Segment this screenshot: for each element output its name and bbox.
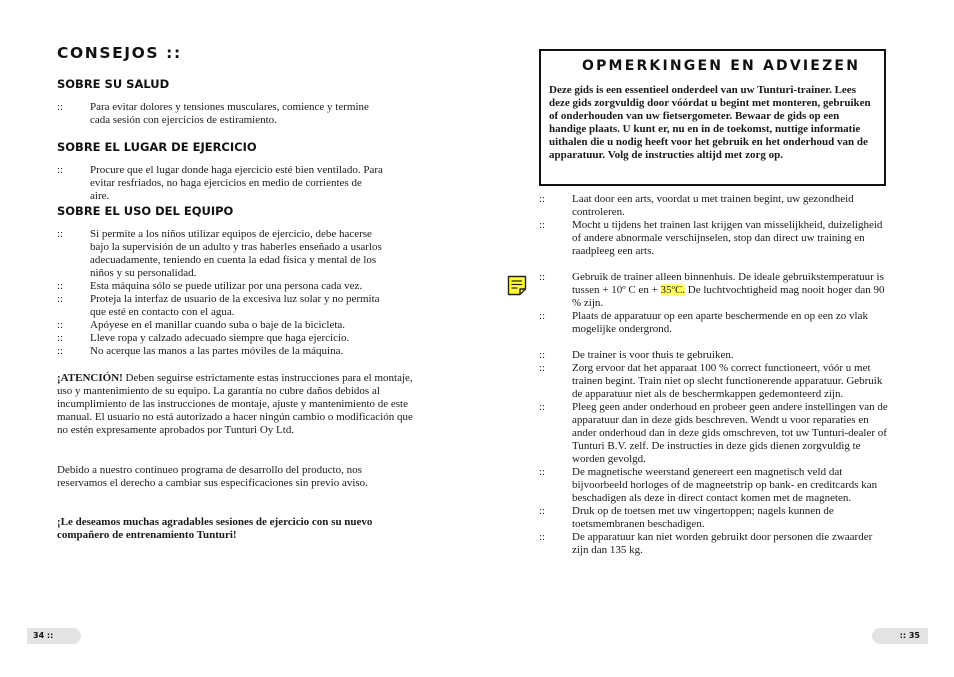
page-number-right: :: 35 xyxy=(872,628,928,644)
list-item: :: Si permite a los niños utilizar equipos de ejercicio, debe hacerse bajo la supervisión de un adulto y tras haberles enseñado a usarlos adecuadamente, teniendo en cuenta la edad física y mental de los niños y su personalidad. xyxy=(57,228,382,279)
left-page xyxy=(57,0,417,677)
notice-title: OPMERKINGEN EN ADVIEZEN xyxy=(582,58,861,74)
bullet: :: xyxy=(57,101,64,113)
list-item: :: De apparatuur kan niet worden gebruikt door personen die zwaarder zijn dan 135 kg. xyxy=(539,531,873,556)
list-item: :: Apóyese en el manillar cuando suba o baje de la bicicleta. xyxy=(57,319,346,331)
bullet: :: xyxy=(57,228,64,240)
bullet: :: xyxy=(539,401,546,413)
highlighted-temperature: 35ºC. xyxy=(660,284,686,296)
bullet: :: xyxy=(539,362,546,374)
bullet: :: xyxy=(57,293,64,305)
list-item: :: Lleve ropa y calzado adecuado siempre que haga ejercicio. xyxy=(57,332,350,344)
list-item: :: Druk op de toetsen met uw vingertoppen; nagels kunnen de toetsmembranen beschadigen. xyxy=(539,505,834,530)
bullet: :: xyxy=(539,271,546,283)
bullet: :: xyxy=(57,280,64,292)
development-paragraph: Debido a nuestro continueo programa de desarrollo del producto, nos reservamos el derecho a cambiar sus especificaciones sin previo aviso. xyxy=(57,464,368,489)
bullet: :: xyxy=(539,349,546,361)
list-item: :: Procure que el lugar donde haga ejercicio esté bien ventilado. Para evitar resfriados, no haga ejercicios en medio de corrientes de aire. xyxy=(57,164,383,202)
list-item: :: Zorg ervoor dat het apparaat 100 % correct functioneert, vóór u met trainen begint. Train niet op slecht functionerende apparatuur. Gebruik de apparatuur niet als de beschermkappen gedemonteerd zijn. xyxy=(539,362,883,400)
list-item: :: Pleeg geen ander onderhoud en probeer geen andere instellingen van de apparatuur dan in deze gids beschreven. Wendt u voor reparaties en ander onderhoud dan in deze gids omschreven, tot uw Tunturi-dealer of Tunturi B.V. zelf. De instructies in deze gids dienen zorgvuldig te worden gevolgd. xyxy=(539,401,888,465)
equipment-list xyxy=(57,228,383,358)
section-heading-health: SOBRE SU SALUD xyxy=(57,77,170,91)
list-item: :: De trainer is voor thuis te gebruiken. xyxy=(539,349,734,361)
warning-text: Deben seguirse estrictamente estas instrucciones para el montaje, uso y mantenimiento de su equipo. La garantía no cubre daños debidos al incumplimiento de las instrucciones de montaje, ajuste y mantenimiento de este manual. El usuario no está autorizado a hacer ningún cambio o modificación que no estén expresamente aprobados por Tunturi Oy Ltd. xyxy=(57,372,413,436)
section-heading-equipment: SOBRE EL USO DEL EQUIPO xyxy=(57,204,234,218)
health-list xyxy=(57,101,377,127)
bullet: :: xyxy=(57,319,64,331)
right-page xyxy=(539,0,891,677)
bullet: :: xyxy=(539,505,546,517)
closing-paragraph: ¡Le deseamos muchas agradables sesiones de ejercicio con su nuevo compañero de entrenamiento Tunturi! xyxy=(57,516,373,541)
list-item: :: De magnetische weerstand genereert een magnetisch veld dat bijvoorbeeld horloges of de magneetstrip op bank- en creditcards kan beschadigen als deze in direct contact komen met de magneten. xyxy=(539,466,878,504)
page-title: CONSEJOS :: xyxy=(57,44,182,62)
notice-text: Deze gids is een essentieel onderdeel van uw Tunturi-trainer. Lees deze gids zorgvuldig door vóórdat u begint met monteren, gebruiken of onderhouden van uw fietsergometer. Bewaar de gids op een handige plaats. U kunt er, nu en in de toekomst, nuttige informatie uithalen die u nodig heeft voor het gebruik en het onderhoud van de apparatuur. Volg de instructies altijd met zorg op. xyxy=(549,84,871,161)
bullet: :: xyxy=(57,164,64,176)
list-item: :: Gebruik de trainer alleen binnenhuis. De ideale gebruikstemperatuur is tussen + 10º C en + 35ºC. De luchtvochtigheid mag nooit hoger dan 90 % zijn. xyxy=(539,271,885,309)
bullet: :: xyxy=(539,193,546,205)
list-item: :: Esta máquina sólo se puede utilizar por una persona cada vez. xyxy=(57,280,363,292)
bullet: :: xyxy=(57,345,64,357)
page-number-left: 34 :: xyxy=(27,628,81,644)
section-heading-location: SOBRE EL LUGAR DE EJERCICIO xyxy=(57,140,257,154)
bullet: :: xyxy=(539,531,546,543)
list-item: :: Laat door een arts, voordat u met trainen begint, uw gezondheid controleren. xyxy=(539,193,854,218)
environment-list xyxy=(539,271,891,336)
bullet: :: xyxy=(57,332,64,344)
location-list xyxy=(57,164,383,203)
bullet: :: xyxy=(539,466,546,478)
list-item: :: Para evitar dolores y tensiones musculares, comience y termine cada sesión con ejercicios de estiramiento. xyxy=(57,101,369,126)
health-advice-list xyxy=(539,193,891,258)
list-item: :: Mocht u tijdens het trainen last krijgen van misselijkheid, duizeligheid of andere abnormale verschijnselen, stop dan direct uw training en raadpleeg een arts. xyxy=(539,219,883,257)
list-item: :: No acerque las manos a las partes móviles de la máquina. xyxy=(57,345,344,357)
warning-paragraph xyxy=(57,372,413,437)
bullet: :: xyxy=(539,310,546,322)
list-item: :: Proteja la interfaz de usuario de la excesiva luz solar y no permita que esté en contacto con el agua. xyxy=(57,293,380,318)
notice-box xyxy=(539,49,886,186)
usage-list xyxy=(539,349,891,557)
warning-label: ¡ATENCIÓN! xyxy=(57,372,123,384)
bullet: :: xyxy=(539,219,546,231)
list-item: :: Plaats de apparatuur op een aparte beschermende en op een zo vlak mogelijke ondergrond. xyxy=(539,310,868,335)
note-icon xyxy=(507,275,527,296)
